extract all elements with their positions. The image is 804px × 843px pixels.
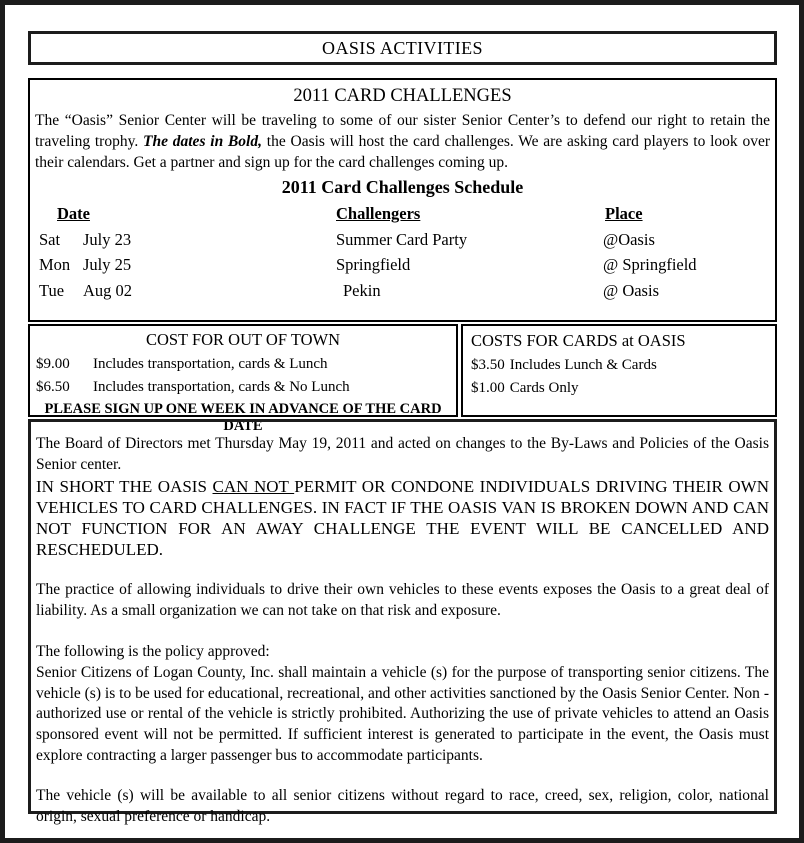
schedule-row-challenger: Pekin: [343, 280, 381, 300]
cost-price: $3.50: [471, 357, 505, 373]
cost-item: [36, 376, 450, 399]
schedule-row-challenger: Springfield: [336, 255, 411, 275]
schedule-row-day: Tue: [39, 280, 65, 300]
signup-notice: PLEASE SIGN UP ONE WEEK IN ADVANCE OF THE CARD DATE: [44, 401, 442, 434]
schedule-row-day: Sat: [39, 229, 61, 249]
cost-price: $9.00: [36, 356, 70, 372]
policy-intro-line: The following is the policy approved:: [36, 642, 270, 660]
cost-price: $6.50: [36, 379, 70, 395]
cost-item: [471, 377, 767, 400]
board-meeting-paragraph: The Board of Directors met Thursday May 19, 2011 and acted on changes to the By-Laws and Policies of the Oasis Senior center.: [36, 435, 769, 473]
cost-price: $1.00: [471, 380, 505, 396]
card-challenges-heading: 2011 CARD CHALLENGES: [293, 86, 512, 106]
column-header-date: Date: [57, 204, 90, 224]
cost-description: Cards Only: [509, 380, 579, 396]
title-box: [28, 31, 777, 65]
card-challenges-section: [28, 78, 777, 322]
cost-at-oasis-heading: COSTS FOR CARDS at OASIS: [471, 331, 686, 350]
cost-out-of-town-heading: COST FOR OUT OF TOWN: [145, 330, 341, 349]
schedule-row-date: July 23: [83, 229, 132, 249]
availability-paragraph: The vehicle (s) will be available to all senior citizens without regard to race, creed, sex, religion, color, national origin, sexual preference or handicap.: [36, 787, 769, 825]
page-title: OASIS ACTIVITIES: [322, 37, 483, 58]
policy-section: [28, 419, 777, 825]
cost-description: Includes Lunch & Cards: [509, 357, 657, 373]
schedule-row-place: @ Oasis: [603, 280, 659, 300]
schedule-row-day: Mon: [39, 255, 71, 275]
intro-paragraph: The “Oasis” Senior Center will be traveling to some of our sister Senior Center’s to defend our right to retain the traveling trophy. The dates in Bold, the Oasis will host the card challenges. We are asking card players to look over their calendars. Get a partner and sign up for the card challenges coming up.: [35, 112, 770, 171]
in-short-paragraph: IN SHORT THE OASIS CAN NOT PERMIT OR CONDONE INDIVIDUALS DRIVING THEIR OWN VEHICLES TO CARD CHALLENGES. IN FACT IF THE OASIS VAN IS BROKEN DOWN AND CAN NOT FUNCTION FOR AN AWAY CHALLENGE THE EVENT WILL BE CANCELLED AND RESCHEDULED.: [36, 477, 769, 559]
cost-out-of-town-box: [28, 324, 458, 434]
policy-text-paragraph: Senior Citizens of Logan County, Inc. shall maintain a vehicle (s) for the purpose of transporting senior citizens. The vehicle (s) is to be used for educational, recreational, and other activities sanctioned by the Oasis Senior Center. Non -authorized use or rental of the vehicle is strictly prohibited. Authorizing the use of private vehicles to attend an Oasis sponsored event will not be permitted. If sufficient interest is generated to participate in the event, the Oasis must explore contracting a larger passenger bus to accommodate participants.: [36, 664, 769, 764]
schedule-heading: 2011 Card Challenges Schedule: [281, 177, 524, 198]
column-header-place: Place: [605, 204, 643, 224]
schedule-row-place: @Oasis: [603, 229, 655, 249]
schedule-row-challenger: Summer Card Party: [336, 229, 468, 249]
cost-description: Includes transportation, cards & Lunch: [93, 356, 328, 372]
cost-description: Includes transportation, cards & No Lunch: [93, 379, 350, 395]
cost-at-oasis-box: [461, 324, 777, 417]
schedule-table: [35, 201, 770, 303]
practice-paragraph: The practice of allowing individuals to drive their own vehicles to these events exposes the Oasis to a great deal of liability. As a small organization we can not take on that risk and exposure.: [36, 581, 769, 619]
cost-item: [36, 353, 450, 376]
column-header-challengers: Challengers: [336, 204, 421, 224]
schedule-row-date: July 25: [83, 255, 132, 275]
schedule-row-place: @ Springfield: [603, 255, 697, 275]
schedule-row-date: Aug 02: [83, 280, 133, 300]
cost-item: [471, 354, 767, 377]
